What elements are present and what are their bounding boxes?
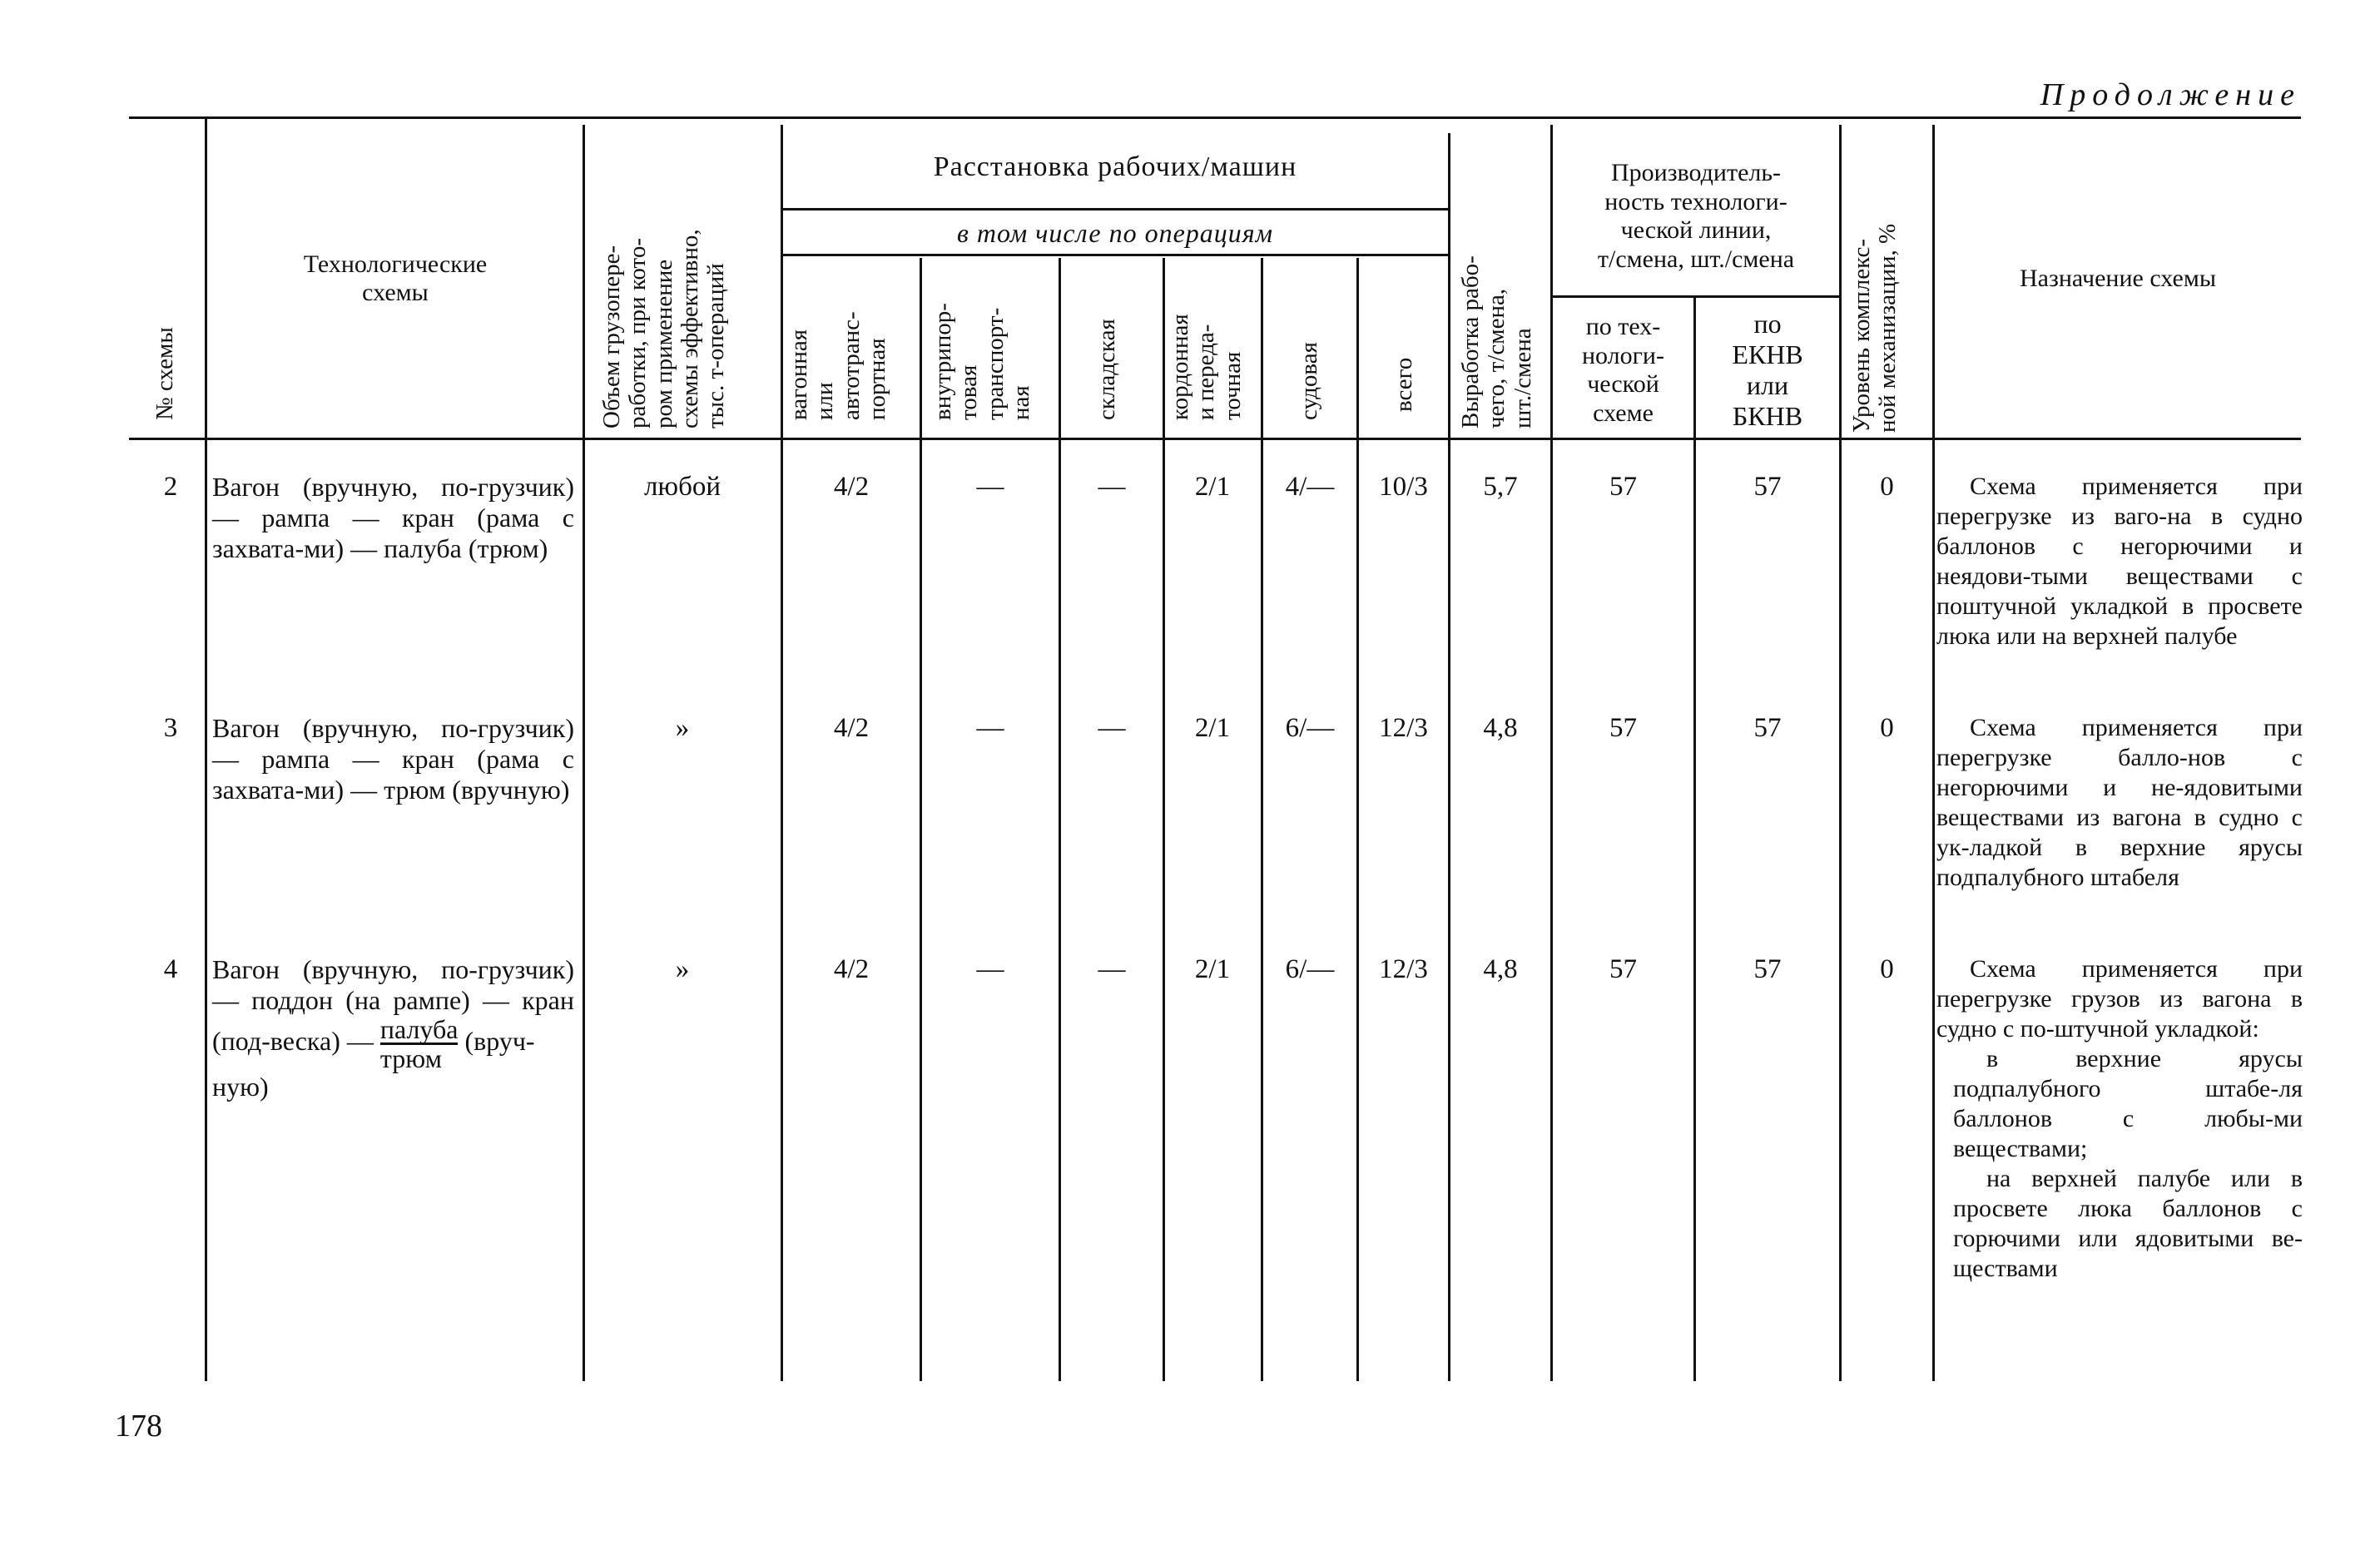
- col-header-warehouse: складская: [1093, 319, 1120, 420]
- by-ekhv-value: 57: [1753, 713, 1782, 743]
- by-scheme-value: 57: [1609, 472, 1637, 502]
- col-header-purpose: Назначение схемы: [2020, 264, 2216, 292]
- total-value: 12/3: [1379, 954, 1428, 984]
- operations-divider-rule: [782, 254, 1448, 256]
- table-top-rule: [129, 116, 2301, 119]
- purpose-item: в верхние ярусы подпалубного штабе-ля баллонов с любы-ми веществами;: [1953, 1045, 2303, 1162]
- col-header-wagon: вагонная или автотранс- портная: [786, 311, 890, 420]
- ship-value: 6/—: [1285, 954, 1335, 984]
- volume-value: »: [675, 713, 690, 743]
- tech-scheme-text: Вагон (вручную, по-грузчик) — рампа — кран (рама с захвата-ми) — палуба (трюм): [212, 472, 574, 563]
- wagon-value: 4/2: [833, 713, 870, 743]
- mechanization-value: 0: [1880, 472, 1894, 502]
- intraport-value: —: [976, 472, 1004, 502]
- tech-scheme-text-part: Вагон (вручную, по-грузчик) — поддон (на рампе) — кран (под-веска) —: [212, 954, 574, 1056]
- header-bottom-rule: [129, 438, 2301, 440]
- purpose-text: Схема применяется при перегрузке балло-нов с негорючими и не-ядовитыми веществами из вагона в судно с ук-ладкой в верхние ярусы подпалубного штабеля: [1936, 714, 2303, 891]
- fraction-denominator: трюм: [379, 1042, 442, 1073]
- ship-value: 4/—: [1285, 472, 1335, 502]
- col-divider-10: [1550, 125, 1553, 1381]
- by-scheme-value: 57: [1609, 954, 1637, 984]
- col-header-tech-schemes: Технологические схемы: [303, 250, 488, 306]
- total-value: 12/3: [1379, 713, 1428, 743]
- col-header-cordon: кордонная и переда- точная: [1167, 314, 1246, 420]
- col-header-ship: судовая: [1296, 342, 1322, 420]
- intraport-value: —: [976, 713, 1004, 743]
- col-divider-8: [1356, 258, 1359, 1381]
- purpose-item: на верхней палубе или в просвете люка баллонов с горючими или ядовитыми ве-ществами: [1953, 1165, 2303, 1282]
- by-ekhv-value: 57: [1753, 472, 1782, 502]
- col-header-by-operations: в том числе по операциям: [956, 218, 1274, 248]
- col-divider-2: [583, 125, 585, 1381]
- output-value: 4,8: [1483, 713, 1518, 743]
- fraction-numerator: палуба: [379, 1013, 459, 1044]
- cordon-value: 2/1: [1194, 713, 1231, 743]
- purpose-text: [1936, 954, 2303, 1284]
- tech-scheme-text: Вагон (вручную, по-грузчик) — рампа — кран (рама с захвата-ми) — трюм (вручную): [212, 713, 574, 805]
- wagon-value: 4/2: [833, 472, 870, 502]
- col-header-num: № схемы: [151, 327, 178, 420]
- volume-value: любой: [643, 472, 721, 502]
- col-header-output: Выработка рабо- чего, т/смена, шт./смена: [1457, 255, 1536, 428]
- intraport-value: —: [976, 954, 1004, 984]
- row-number: 3: [163, 713, 178, 743]
- col-divider-13: [1932, 125, 1935, 1381]
- wagon-value: 4/2: [833, 954, 870, 984]
- row-number: 4: [163, 954, 178, 984]
- col-divider-4: [920, 258, 922, 1381]
- tech-scheme-text-part: ную): [212, 1071, 269, 1102]
- col-header-productivity: Производитель- ность технологи- ческой линии, т/смена, шт./смена: [1597, 159, 1795, 273]
- col-header-volume: Объем грузопере- работки, при кото- ром применение схемы эффективно, тыс. т-операций: [598, 229, 730, 428]
- col-header-placement: Расстановка рабочих/машин: [933, 151, 1297, 182]
- page-number: 178: [115, 1409, 162, 1444]
- purpose-text: Схема применяется при перегрузке из ваго-на в судно баллонов с негорючими и неядови-тыми веществами с поштучной укладкой в просвете люка или на верхней палубе: [1936, 473, 2303, 650]
- mechanization-value: 0: [1880, 954, 1894, 984]
- col-divider-12: [1839, 125, 1842, 1381]
- output-value: 4,8: [1483, 954, 1518, 984]
- tech-scheme-text-part: (вруч-: [464, 1025, 535, 1056]
- output-value: 5,7: [1483, 472, 1518, 502]
- col-header-mechanization: Уровень комплекс- ной механизации, %: [1848, 223, 1902, 433]
- warehouse-value: —: [1098, 954, 1126, 984]
- cordon-value: 2/1: [1194, 954, 1231, 984]
- col-divider-6: [1163, 258, 1165, 1381]
- mechanization-value: 0: [1880, 713, 1894, 743]
- col-divider-9: [1448, 133, 1450, 1381]
- col-header-by-scheme: по тех- нологи- ческой схеме: [1582, 313, 1664, 427]
- col-divider-1: [205, 116, 207, 1381]
- col-divider-5: [1059, 258, 1061, 1381]
- col-header-total: всего: [1391, 357, 1417, 412]
- warehouse-value: —: [1098, 713, 1126, 743]
- placement-divider-rule: [782, 208, 1448, 210]
- total-value: 10/3: [1379, 472, 1428, 502]
- ship-value: 6/—: [1285, 713, 1335, 743]
- col-header-by-ekhv: по ЕКНВ или БКНВ: [1732, 309, 1803, 431]
- continued-label: Продолжение: [2040, 77, 2301, 112]
- col-divider-11: [1693, 295, 1696, 1381]
- warehouse-value: —: [1098, 472, 1126, 502]
- cordon-value: 2/1: [1194, 472, 1231, 502]
- col-divider-7: [1261, 258, 1263, 1381]
- purpose-intro: Схема применяется при перегрузке грузов из вагона в судно с по-штучной укладкой:: [1936, 955, 2303, 1042]
- row-number: 2: [163, 472, 178, 502]
- col-header-intraport: внутрипор- товая транспорт- ная: [930, 303, 1034, 420]
- col-divider-3: [781, 125, 783, 1381]
- deck-hold-fraction: [379, 1013, 459, 1073]
- by-scheme-value: 57: [1609, 713, 1637, 743]
- volume-value: »: [675, 954, 690, 984]
- by-ekhv-value: 57: [1753, 954, 1782, 984]
- tech-scheme-text: [212, 954, 574, 1102]
